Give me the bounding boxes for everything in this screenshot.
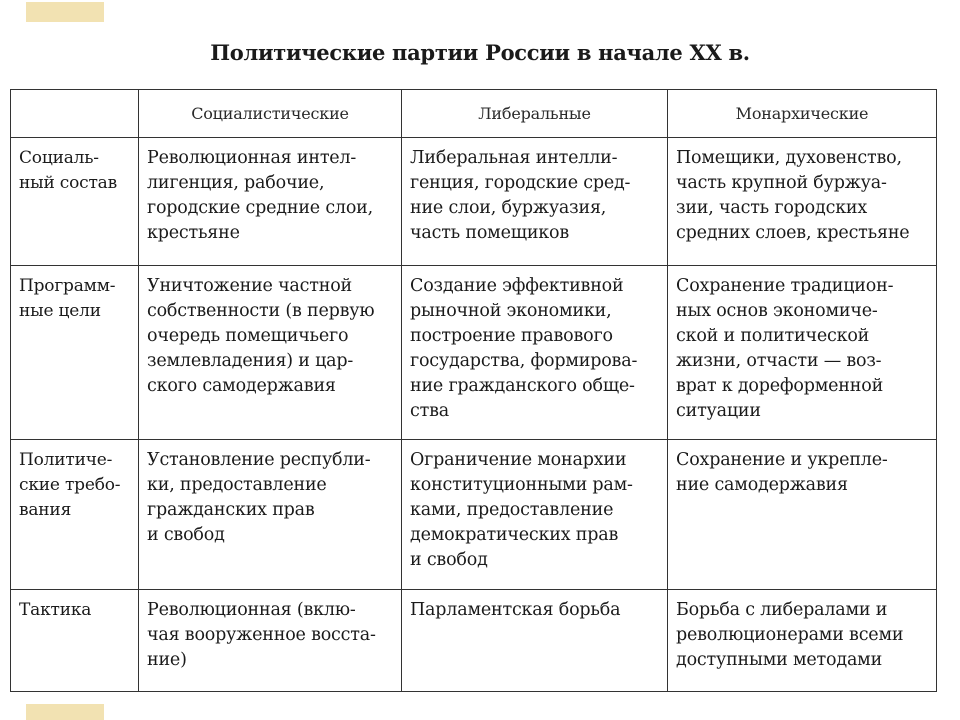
column-header-monarchist: Монархические xyxy=(668,90,937,138)
page-title: Политические партии России в начале XX в. xyxy=(210,40,750,65)
column-header-liberal: Либеральные xyxy=(402,90,668,138)
column-header-socialist: Социалистические xyxy=(139,90,402,138)
table-cell-monarchist: Сохранение традицион- ных основ экономиче- ской и политической жизни, отчасти — воз- врат к дореформенной ситуации xyxy=(668,266,937,440)
table-cell-socialist: Уничтожение частной собственности (в первую очередь помещичьего землевладения) и цар- ского самодержавия xyxy=(139,266,402,440)
table-cell-monarchist: Борьба с либералами и революционерами всеми доступными методами xyxy=(668,590,937,692)
table-cell-liberal: Либеральная интелли- генция, городские сред- ние слои, буржуазия, часть помещиков xyxy=(402,138,668,266)
parties-table xyxy=(10,89,937,692)
table-cell-liberal: Ограничение монархии конституционными рам- ками, предоставление демократических прав и свобод xyxy=(402,440,668,590)
table-cell-liberal: Парламентская борьба xyxy=(402,590,668,692)
table-row-program-goals xyxy=(11,266,937,440)
table-cell-socialist: Революционная (вклю- чая вооруженное восста- ние) xyxy=(139,590,402,692)
table-cell-monarchist: Сохранение и укрепле- ние самодержавия xyxy=(668,440,937,590)
decorative-bar-top xyxy=(26,2,104,22)
table-header-row xyxy=(11,90,937,138)
table-cell-liberal: Создание эффективной рыночной экономики, построение правового государства, формирова- ние гражданского обще- ства xyxy=(402,266,668,440)
decorative-bar-bottom xyxy=(26,704,104,720)
table-row-political-demands xyxy=(11,440,937,590)
table-cell-socialist: Революционная интел- лигенция, рабочие, городские средние слои, крестьяне xyxy=(139,138,402,266)
row-label: Тактика xyxy=(11,590,139,692)
header-corner-cell xyxy=(11,90,139,138)
row-label: Программ- ные цели xyxy=(11,266,139,440)
table-cell-socialist: Установление республи- ки, предоставление гражданских прав и свобод xyxy=(139,440,402,590)
table-cell-monarchist: Помещики, духовенство, часть крупной буржуа- зии, часть городских средних слоев, крестьяне xyxy=(668,138,937,266)
table-row-social-composition xyxy=(11,138,937,266)
row-label: Социаль- ный состав xyxy=(11,138,139,266)
row-label: Политиче- ские требо- вания xyxy=(11,440,139,590)
table-row-tactics xyxy=(11,590,937,692)
